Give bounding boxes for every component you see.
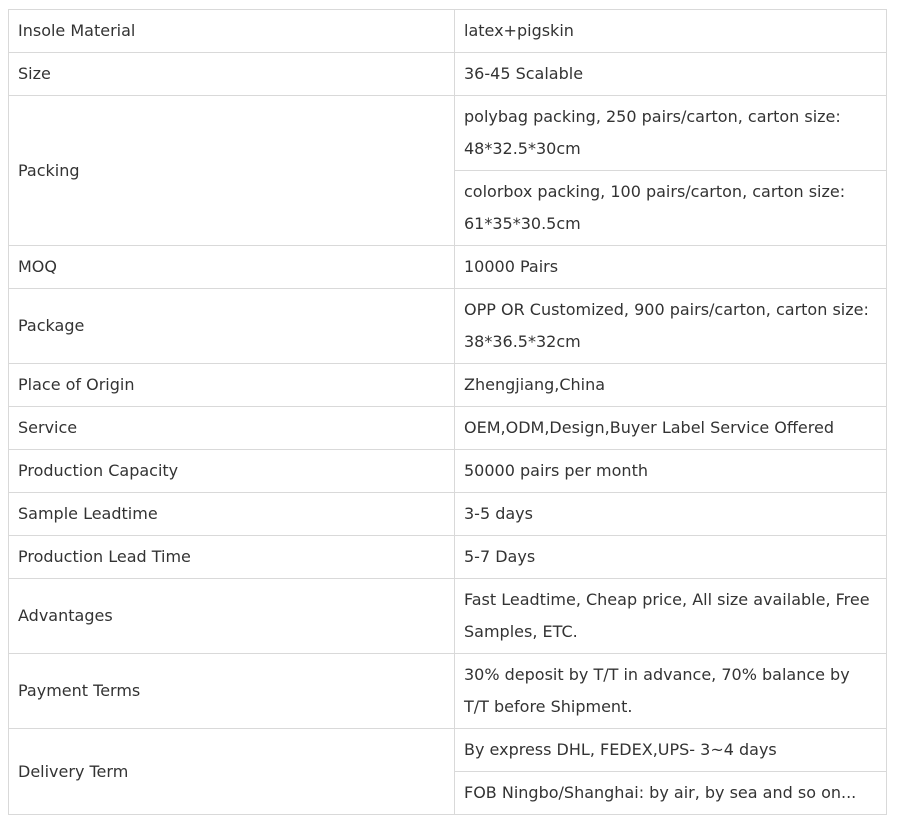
spec-value-cell: 10000 Pairs xyxy=(455,246,887,289)
table-row xyxy=(9,493,887,536)
table-row xyxy=(9,10,887,53)
spec-value-cell: 30% deposit by T/T in advance, 70% balance by T/T before Shipment. xyxy=(455,654,887,729)
table-row xyxy=(9,407,887,450)
spec-label-cell: Service xyxy=(9,407,455,450)
table-row xyxy=(9,96,887,171)
table-row xyxy=(9,536,887,579)
spec-table-body xyxy=(9,10,887,815)
table-row xyxy=(9,364,887,407)
spec-value-cell: Fast Leadtime, Cheap price, All size available, Free Samples, ETC. xyxy=(455,579,887,654)
table-row xyxy=(9,246,887,289)
spec-label-cell: Size xyxy=(9,53,455,96)
spec-label-cell: Production Capacity xyxy=(9,450,455,493)
product-spec-table xyxy=(8,9,887,815)
spec-label-cell: Packing xyxy=(9,96,455,246)
spec-label-cell: Place of Origin xyxy=(9,364,455,407)
table-row xyxy=(9,654,887,729)
spec-label-cell: Advantages xyxy=(9,579,455,654)
spec-label-cell: Production Lead Time xyxy=(9,536,455,579)
spec-value-cell: latex+pigskin xyxy=(455,10,887,53)
table-row xyxy=(9,53,887,96)
spec-value-cell: polybag packing, 250 pairs/carton, carton size: 48*32.5*30cm xyxy=(455,96,887,171)
spec-label-cell: Sample Leadtime xyxy=(9,493,455,536)
spec-label-cell: Package xyxy=(9,289,455,364)
table-row xyxy=(9,289,887,364)
spec-value-cell: 50000 pairs per month xyxy=(455,450,887,493)
table-row xyxy=(9,579,887,654)
table-row xyxy=(9,450,887,493)
spec-label-cell: Delivery Term xyxy=(9,729,455,815)
spec-value-cell: 3-5 days xyxy=(455,493,887,536)
spec-value-cell: colorbox packing, 100 pairs/carton, carton size: 61*35*30.5cm xyxy=(455,171,887,246)
spec-label-cell: MOQ xyxy=(9,246,455,289)
spec-value-cell: 5-7 Days xyxy=(455,536,887,579)
spec-value-cell: By express DHL, FEDEX,UPS- 3~4 days xyxy=(455,729,887,772)
spec-label-cell: Insole Material xyxy=(9,10,455,53)
spec-value-cell: OEM,ODM,Design,Buyer Label Service Offered xyxy=(455,407,887,450)
spec-label-cell: Payment Terms xyxy=(9,654,455,729)
spec-value-cell: 36-45 Scalable xyxy=(455,53,887,96)
spec-value-cell: OPP OR Customized, 900 pairs/carton, carton size: 38*36.5*32cm xyxy=(455,289,887,364)
spec-value-cell: FOB Ningbo/Shanghai: by air, by sea and so on... xyxy=(455,772,887,815)
spec-value-cell: Zhengjiang,China xyxy=(455,364,887,407)
table-row xyxy=(9,729,887,772)
